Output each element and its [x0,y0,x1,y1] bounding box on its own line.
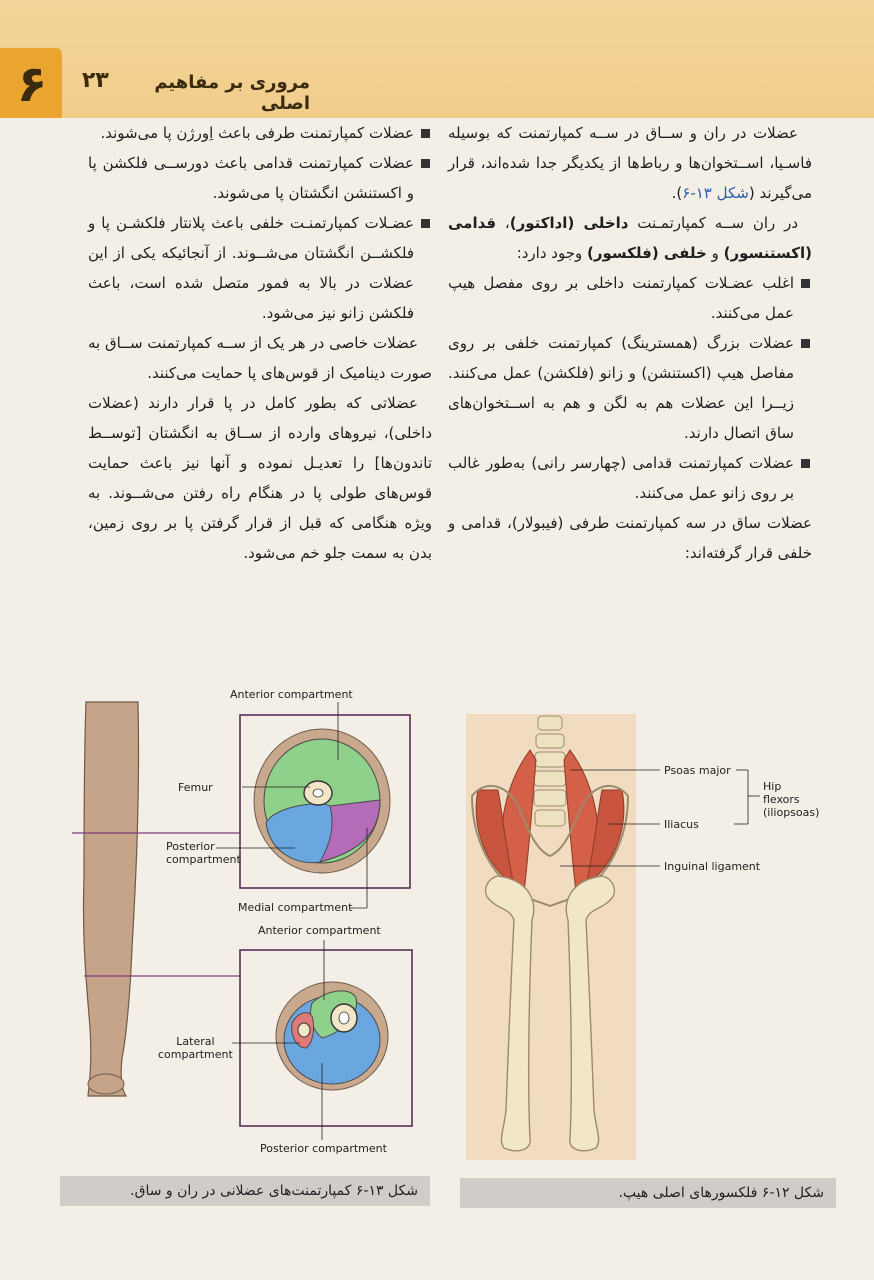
right-text-column [448,118,812,568]
label-posterior-compartment-leg: Posterior compartment [260,1142,387,1155]
compartments-figure [60,678,432,1168]
paragraph: در ران ســه کمپارتمـنت داخلی (اداکتور)، قدامی (اکستنسور) و خلفی (فلکسور) وجود دارد: [448,214,812,262]
hip-flexors-figure [458,700,836,1168]
fibula-bone [298,1023,310,1037]
foot [88,1074,124,1094]
label-anterior-compartment-thigh: Anterior compartment [230,688,353,701]
label-lateral-compartment: Lateral compartment [158,1035,233,1061]
bullet-item: عضلات کمپارتمنت قدامی (چهارسر رانی) به‌طور غالب بر روی زانو عمل می‌کنند. [448,448,812,508]
bullet-item: اغلب عضـلات کمپارتمنت داخلی بر روی مفصل هیپ عمل می‌کنند. [448,268,812,328]
leg-silhouette [83,702,138,1096]
paragraph: عضلاتی که بطور کامل در پا قرار دارند (عضلات داخلی)، نیروهای وارده از ســاق به انگشتان [توســط تاندون‌ها] را تعدیـل نموده و آنها نیز باعث حمایت قوس‌های طولی پا در هنگام راه رفتن می‌شــوند. به ویژه هنگامی که قبل از قرار گرفتن پا بر روی زمین، بدن به سمت جلو خم می‌شود. [88,394,432,562]
chapter-number: ۶ [16,55,48,113]
paragraph: عضلات ساق در سه کمپارتمنت طرفی (فیبولار)، قدامی و خلفی قرار گرفته‌اند: [448,514,812,562]
bullet-item: عضلات کمپارتمنت قدامی باعث دورســی فلکشن پا و اکستنشن انگشتان پا می‌شوند. [88,148,432,208]
label-hip-flexors: Hip flexors (iliopsoas) [763,780,820,819]
label-femur: Femur [178,781,213,794]
page-number: ۲۳ [82,68,109,93]
bullet-item: عضـلات کمپارتمنـت خلفی باعث پلانتار فلکشـن پا و فلکشــن انگشتان می‌شــوند. از آنجائیکه یکی از این عضلات در بالا به فمور متصل شده است، باعث فلکشن زانو نیز می‌شود. [88,208,432,328]
left-text-column [88,118,432,568]
label-anterior-compartment-leg: Anterior compartment [258,924,381,937]
figure-reference-link[interactable]: شکل ۱۳-۶ [682,184,749,202]
label-posterior-compartment-thigh: Posterior compartment [166,840,241,866]
running-title: مروری بر مفاهیم اصلی [154,72,310,114]
bullet-item: عضلات بزرگ (همسترینگ) کمپارتمنت خلفی بر روی مفاصل هیپ (اکستنشن) و زانو (فلکشن) عمل می‌کنند. زیــرا این عضلات هم به لگن و هم به اســتخوان‌های ساق اتصال دارند. [448,328,812,448]
label-psoas-major: Psoas major [664,764,731,777]
label-medial-compartment: Medial compartment [238,901,353,914]
bullet-item: عضلات کمپارتمنت طرفی باعث اِورژن پا می‌شوند. [88,118,432,148]
paragraph: عضلات در ران و ســاق در ســه کمپارتمنت که بوسیله فاسـیا، اســتخوان‌ها و رباط‌ها از یکدیگر جدا شده‌اند، قرار می‌گیرند (شکل ۱۳-۶). [448,124,812,202]
figure-caption: شکل ۱۳-۶ کمپارتمنت‌های عضلانی در ران و ساق. [60,1176,430,1206]
hip-flexors-illustration [458,700,836,1168]
label-iliacus: Iliacus [664,818,699,831]
label-inguinal-ligament: Inguinal ligament [664,860,761,873]
paragraph: عضلات خاصی در هر یک از ســه کمپارتمنت ســاق به صورت دینامیک از قوس‌های پا حمایت می‌کنند. [88,334,432,382]
compartments-illustration [60,678,432,1168]
figure-caption: شکل ۱۲-۶ فلکسورهای اصلی هیپ. [460,1178,836,1208]
